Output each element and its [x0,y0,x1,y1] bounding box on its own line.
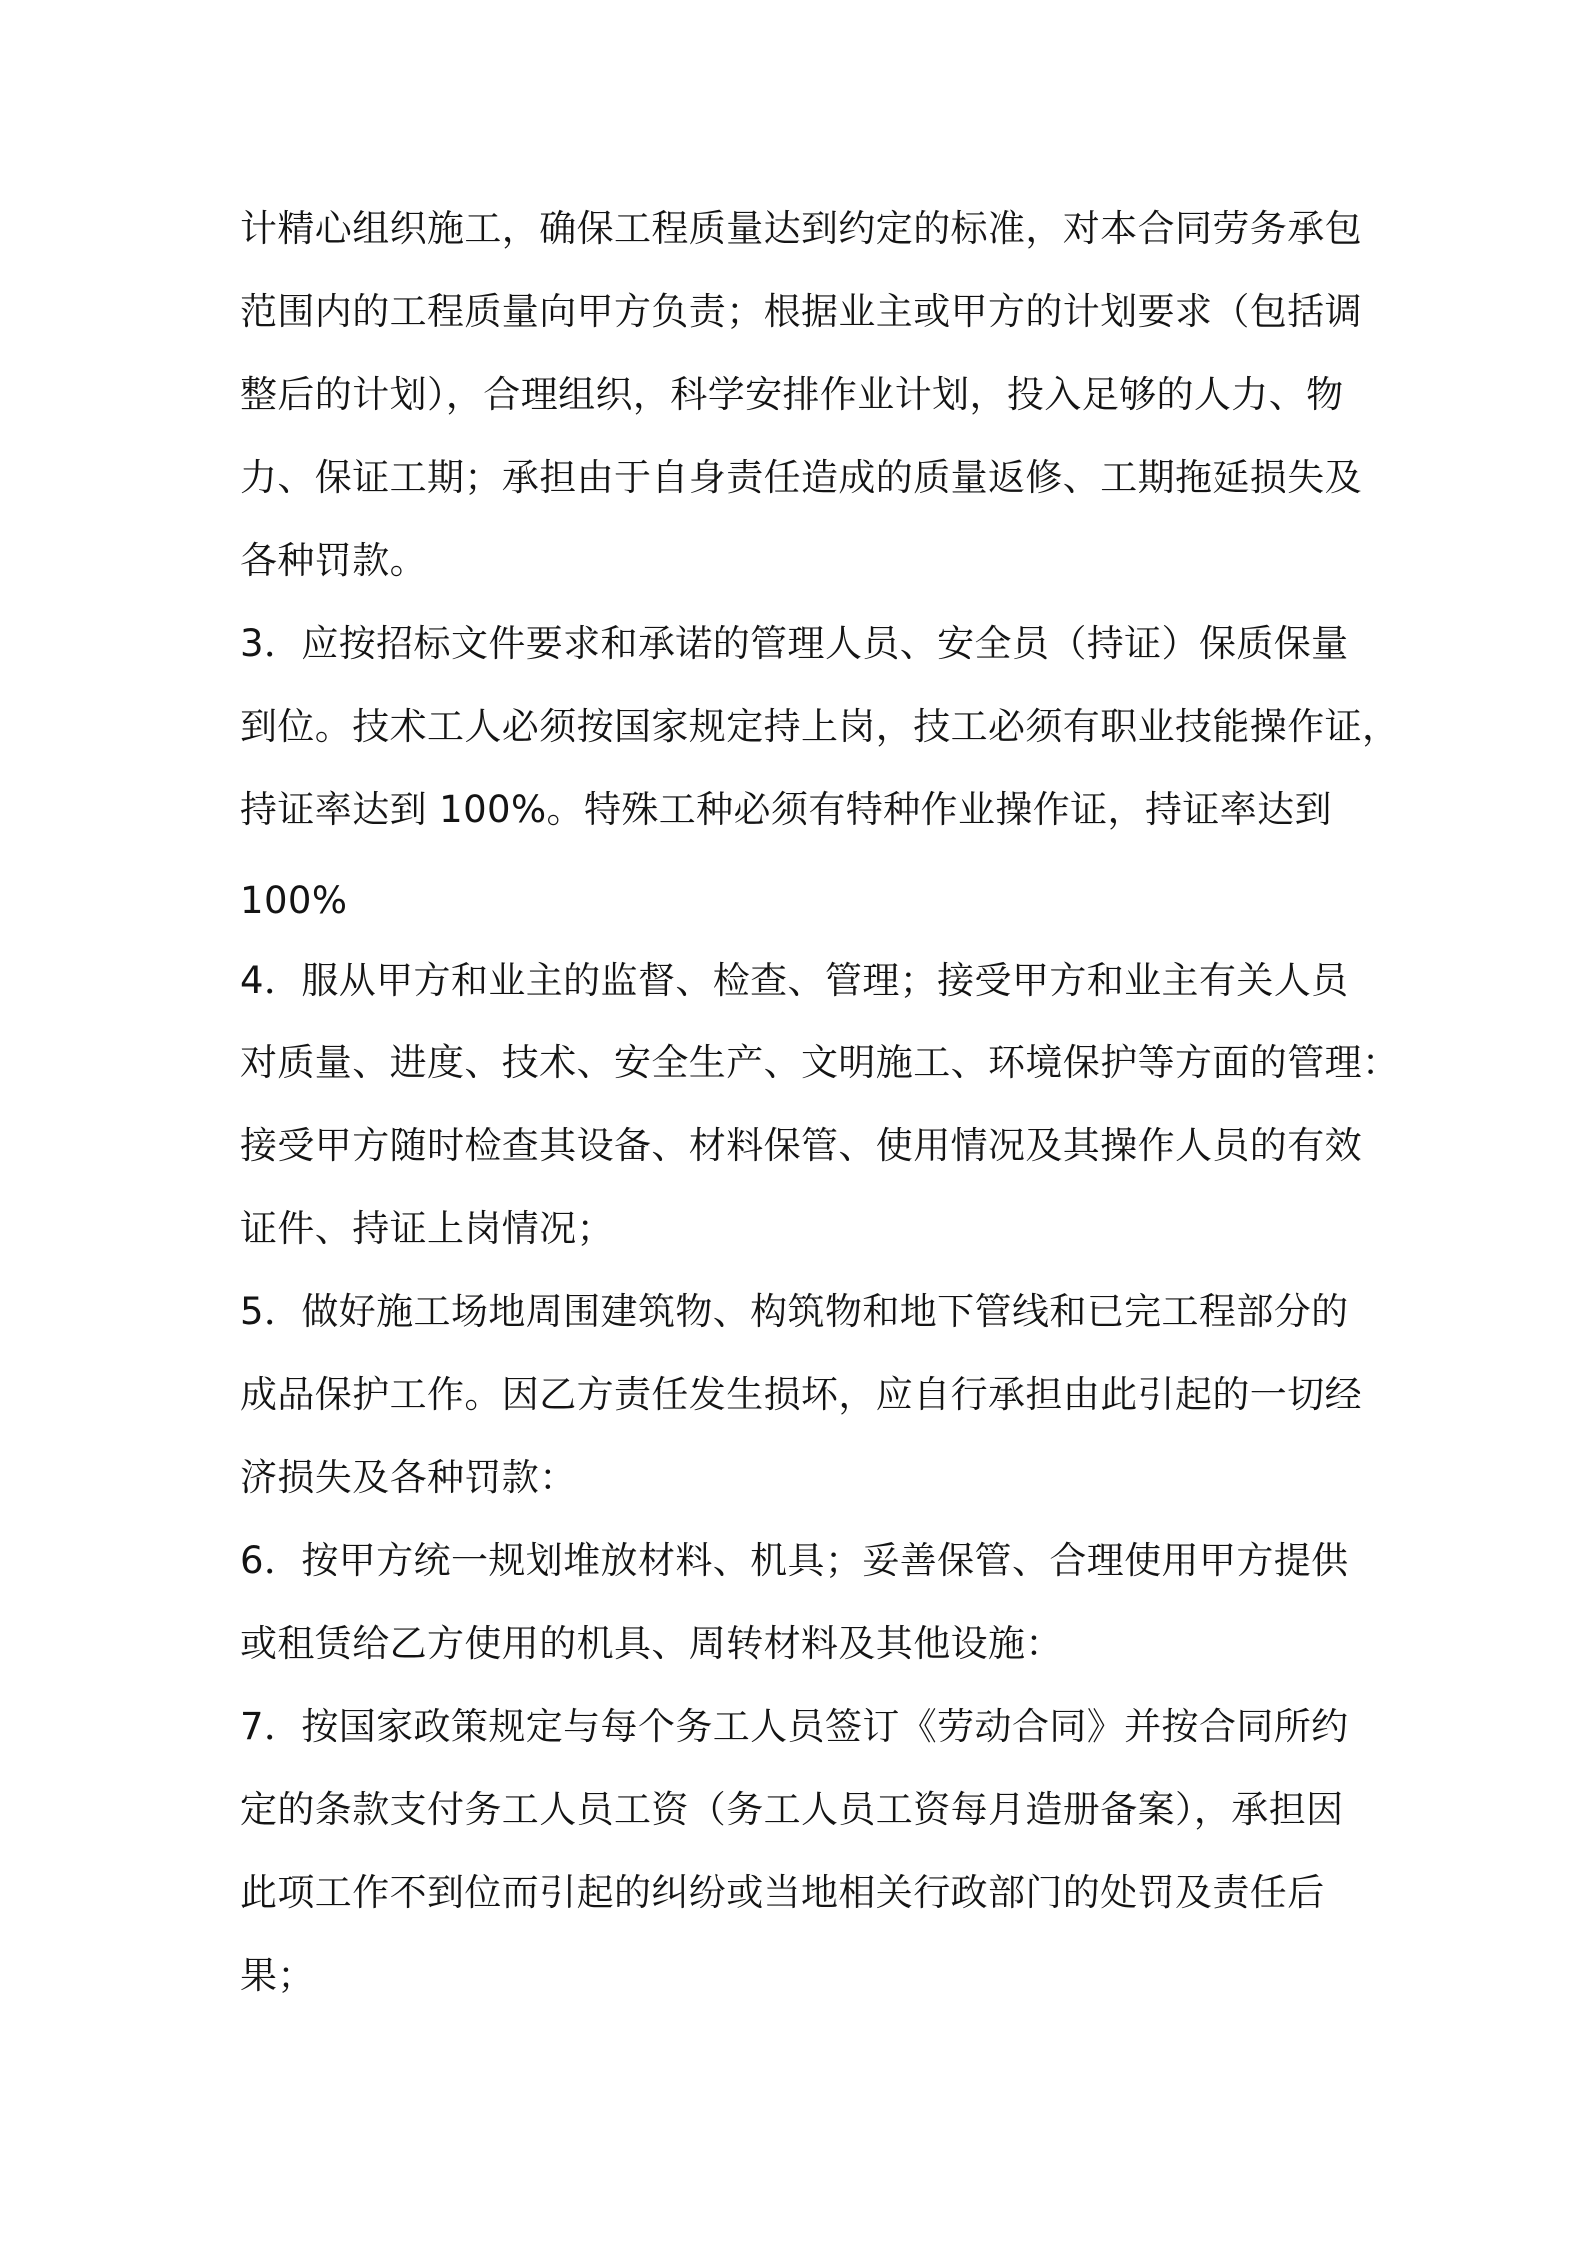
text-line: 或租赁给乙方使用的机具、周转材料及其他设施： [240,1622,1063,1665]
text-line: 此项工作不到位而引起的纠纷或当地相关行政部门的处罚及责任后 [240,1871,1325,1914]
text-line: 成品保护工作。因乙方责任发生损坏，应自行承担由此引起的一切经 [240,1373,1362,1416]
text-line: 整后的计划），合理组织，科学安排作业计划，投入足够的人力、物 [240,373,1344,416]
text-line: 对质量、进度、技术、安全生产、文明施工、环境保护等方面的管理： [240,1041,1400,1084]
text-line: 接受甲方随时检查其设备、材料保管、使用情况及其操作人员的有效 [240,1124,1362,1167]
text-line: 6．按甲方统一规划堆放材料、机具；妥善保管、合理使用甲方提供 [240,1539,1349,1582]
text-line: 定的条款支付务工人员工资（务工人员工资每月造册备案），承担因 [240,1788,1344,1831]
text-line: 计精心组织施工，确保工程质量达到约定的标准，对本合同劳务承包 [240,207,1362,250]
text-line: 济损失及各种罚款： [240,1456,577,1499]
text-line: 持证率达到 100%。特殊工种必须有特种作业操作证，持证率达到 [240,788,1332,831]
text-line: 力、保证工期；承担由于自身责任造成的质量返修、工期拖延损失及 [240,456,1362,499]
text-line: 5．做好施工场地周围建筑物、构筑物和地下管线和已完工程部分的 [240,1290,1349,1333]
text-line: 3．应按招标文件要求和承诺的管理人员、安全员（持证）保质保量 [240,622,1349,665]
text-line: 各种罚款。 [240,539,427,582]
text-line: 范围内的工程质量向甲方负责；根据业主或甲方的计划要求（包括调 [240,290,1362,333]
text-line: 100% [240,879,348,922]
text-line: 到位。技术工人必须按国家规定持上岗，技工必须有职业技能操作证， [240,705,1400,748]
text-line: 证件、持证上岗情况； [240,1207,614,1250]
text-line: 7．按国家政策规定与每个务工人员签订《劳动合同》并按合同所约 [240,1705,1349,1748]
text-line: 4．服从甲方和业主的监督、检查、管理；接受甲方和业主有关人员 [240,959,1349,1002]
text-line: 果； [240,1954,315,1997]
